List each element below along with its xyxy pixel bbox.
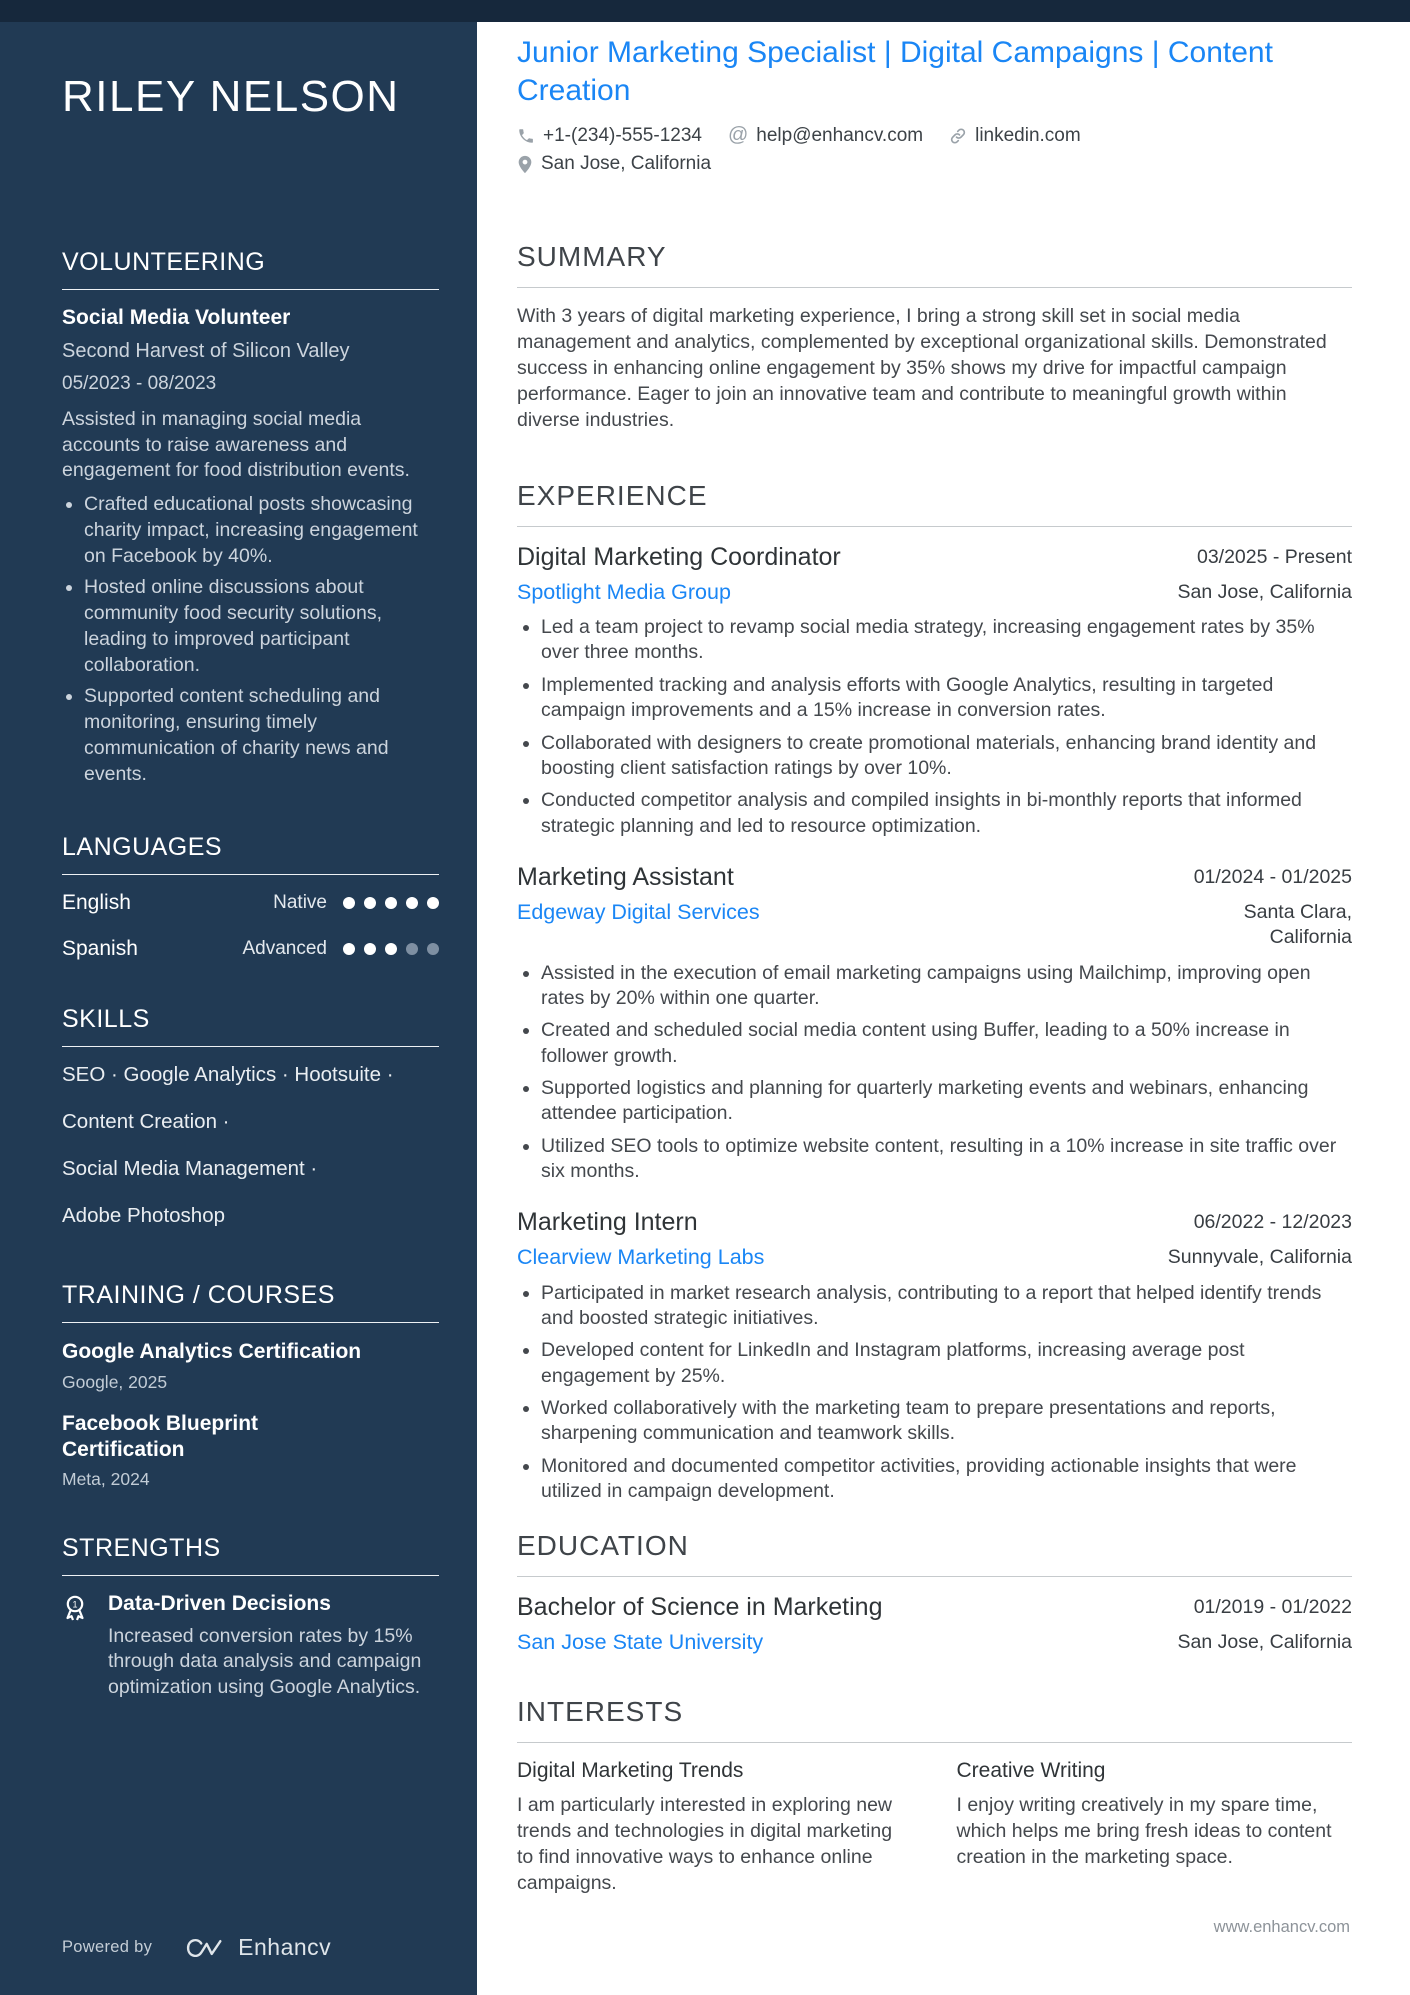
volunteering-header: VOLUNTEERING	[62, 248, 439, 290]
languages-section	[62, 793, 439, 983]
entry-role: Digital Marketing Coordinator	[517, 542, 841, 571]
level-dot	[406, 943, 418, 955]
phone-link[interactable]	[517, 125, 702, 147]
entry-bullet: • Utilized SEO tools to optimize website content, resulting in a 10% increase in site traffic over six months.	[541, 1134, 1352, 1185]
summary-header: SUMMARY	[517, 241, 1352, 288]
strength-item	[62, 1592, 439, 1700]
entry-bullet: • Developed content for LinkedIn and Instagram platforms, increasing average post engagement by 25%.	[541, 1338, 1352, 1389]
language-level: Advanced	[242, 938, 327, 960]
training-meta: Meta, 2024	[62, 1469, 150, 1490]
skills-header: SKILLS	[62, 1005, 439, 1047]
entry-location: Sunnyvale, California	[1167, 1246, 1352, 1269]
level-dot	[385, 943, 397, 955]
entry-bullet: • Implemented tracking and analysis efforts with Google Analytics, resulting in targeted campaign improvements and a 15% increase in conversion rates.	[541, 673, 1352, 724]
sidebar-footer	[62, 1934, 439, 1961]
training-meta: Google, 2025	[62, 1371, 168, 1392]
volunteering-bullet: • Hosted online discussions about community food security solutions, leading to improved participant collaboration.	[84, 575, 439, 678]
volunteering-bullet: • Crafted educational posts showcasing charity impact, increasing engagement on Facebook by 40%.	[84, 492, 439, 569]
at-icon: @	[727, 124, 749, 147]
language-row	[62, 937, 439, 961]
skills-list	[62, 1063, 439, 1228]
volunteering-bullets	[62, 492, 439, 787]
main-content	[477, 0, 1410, 1995]
level-dot	[427, 897, 439, 909]
sidebar	[0, 0, 477, 1995]
contact-row	[517, 124, 1257, 175]
language-name: Spanish	[62, 937, 138, 961]
strengths-section	[62, 1508, 439, 1700]
skills-line: Adobe Photoshop	[62, 1204, 225, 1228]
languages-header: LANGUAGES	[62, 833, 439, 875]
entry-role: Marketing Assistant	[517, 862, 734, 891]
language-level-dots	[343, 897, 439, 909]
skills-line: Content Creation ·	[62, 1110, 230, 1134]
entry-bullets	[517, 961, 1352, 1185]
training-header: TRAINING / COURSES	[62, 1281, 439, 1323]
svg-text:1: 1	[72, 1599, 78, 1610]
entry-bullet: • Monitored and documented competitor activities, providing actionable insights that were utilized in campaign development.	[541, 1454, 1352, 1505]
language-row	[62, 891, 439, 915]
education-entry	[517, 1593, 1352, 1655]
medal-icon	[62, 1592, 108, 1700]
experience-entry	[517, 543, 1352, 839]
strength-title: Data-Driven Decisions	[108, 1592, 331, 1616]
degree-name: Bachelor of Science in Marketing	[517, 1593, 883, 1622]
entry-bullet: • Led a team project to revamp social media strategy, increasing engagement rates by 35% over three months.	[541, 615, 1352, 666]
entry-company: Clearview Marketing Labs	[517, 1245, 765, 1270]
level-dot	[343, 943, 355, 955]
level-dot	[427, 943, 439, 955]
entry-bullet: • Participated in market research analysis, contributing to a report that helped identify trends and boosted strategic initiatives.	[541, 1281, 1352, 1332]
entry-location: Santa Clara, California	[1243, 900, 1352, 949]
training-section	[62, 1251, 439, 1508]
level-dot	[364, 943, 376, 955]
experience-header: EXPERIENCE	[517, 480, 1352, 527]
location-text: San Jose, California	[541, 153, 712, 175]
entry-company: Edgeway Digital Services	[517, 899, 760, 924]
skills-line: Social Media Management ·	[62, 1157, 318, 1181]
volunteering-section	[62, 122, 439, 793]
education-header: EDUCATION	[517, 1530, 1352, 1577]
entry-dates: 03/2025 - Present	[1196, 545, 1352, 568]
skills-line: SEO · Google Analytics · Hootsuite ·	[62, 1063, 394, 1087]
entry-bullet: • Supported logistics and planning for quarterly marketing events and webinars, enhancing attendee participation.	[541, 1076, 1352, 1127]
language-name: English	[62, 891, 131, 915]
email-address: help@enhancv.com	[756, 124, 924, 146]
training-item	[62, 1339, 439, 1392]
interest-item	[517, 1759, 913, 1897]
brand-name: Enhancv	[238, 1934, 332, 1960]
level-dot	[343, 897, 355, 909]
entry-bullets	[517, 1281, 1352, 1505]
interest-name: Digital Marketing Trends	[517, 1758, 744, 1782]
email-link[interactable]	[728, 124, 923, 147]
entry-bullet: • Assisted in the execution of email marketing campaigns using Mailchimp, improving open rates by 20% within one quarter.	[541, 961, 1352, 1012]
entry-dates: 01/2024 - 01/2025	[1193, 865, 1352, 888]
strength-body	[108, 1592, 439, 1700]
education-dates: 01/2019 - 01/2022	[1193, 1596, 1352, 1619]
interest-description: I enjoy writing creatively in my spare time, which helps me bring fresh ideas to content creation in the marketing space.	[956, 1793, 1332, 1868]
experience-entry	[517, 863, 1352, 1184]
job-title: Junior Marketing Specialist | Digital Campaigns | Content Creation	[517, 36, 1273, 108]
training-name: Facebook Blueprint Certification	[62, 1411, 259, 1461]
enhancv-website-link[interactable]: www.enhancv.com	[1213, 1918, 1350, 1936]
location-pin-icon	[517, 155, 533, 174]
linkedin-url: linkedin.com	[975, 124, 1081, 146]
level-dot	[406, 897, 418, 909]
strength-description: Increased conversion rates by 15% through data analysis and campaign optimization using Google Analytics.	[108, 1625, 422, 1698]
volunteering-dates: 05/2023 - 08/2023	[62, 373, 217, 394]
interests-header: INTERESTS	[517, 1696, 1352, 1743]
phone-icon	[517, 127, 535, 145]
interests-columns	[517, 1759, 1352, 1897]
phone-number: +1-(234)-555-1234	[543, 124, 702, 146]
language-level-dots	[343, 943, 439, 955]
entry-role: Marketing Intern	[517, 1208, 698, 1237]
entry-bullet: • Worked collaboratively with the marketing team to prepare presentations and reports, sharpening communication and teamwork skills.	[541, 1396, 1352, 1447]
entry-bullet: • Created and scheduled social media content using Buffer, leading to a 50% increase in follower growth.	[541, 1018, 1352, 1069]
volunteering-description: Assisted in managing social media accounts to raise awareness and engagement for food distribution events.	[62, 408, 410, 482]
summary-text: With 3 years of digital marketing experience, I bring a strong skill set in social media management and analytics, complemented by exceptional organizational skills. Demonstrated success in enhancing online engagement by 35% shows my drive for impactful campaign performance. Eager to join an innovative team and contribute to meaningful growth within diverse industries.	[517, 305, 1327, 431]
entry-bullets	[517, 615, 1352, 839]
person-name: RILEY NELSON	[62, 72, 400, 121]
entry-bullet: • Conducted competitor analysis and compiled insights in bi-monthly reports that informed strategic planning and led to resource optimization.	[541, 788, 1352, 839]
entry-bullet: • Collaborated with designers to create promotional materials, enhancing brand identity and boosting client satisfaction ratings by over 10%.	[541, 731, 1352, 782]
link-icon	[949, 127, 967, 145]
linkedin-link[interactable]	[949, 125, 1081, 147]
experience-entry	[517, 1208, 1352, 1504]
language-level: Native	[273, 892, 327, 914]
enhancv-logo-icon	[184, 1935, 224, 1961]
entry-company: Spotlight Media Group	[517, 579, 731, 604]
skills-section	[62, 983, 439, 1251]
training-name: Google Analytics Certification	[62, 1340, 362, 1364]
entry-location: San Jose, California	[1177, 580, 1352, 603]
top-accent-strip	[0, 0, 1410, 22]
volunteering-org: Second Harvest of Silicon Valley	[62, 340, 350, 362]
education-location: San Jose, California	[1177, 1631, 1352, 1654]
entry-dates: 06/2022 - 12/2023	[1193, 1211, 1352, 1234]
level-dot	[364, 897, 376, 909]
training-item	[62, 1411, 439, 1491]
school-name: San Jose State University	[517, 1630, 764, 1655]
interest-description: I am particularly interested in exploring new trends and technologies in digital marketing to find innovative ways to enhance online campaigns.	[517, 1793, 893, 1894]
volunteering-bullet: • Supported content scheduling and monitoring, ensuring timely communication of charity news and events.	[84, 684, 439, 787]
powered-by-label: Powered by	[62, 1938, 153, 1956]
location-item	[517, 153, 1257, 175]
level-dot	[385, 897, 397, 909]
interest-item	[957, 1759, 1353, 1897]
volunteering-role: Social Media Volunteer	[62, 306, 291, 329]
interest-name: Creative Writing	[956, 1758, 1106, 1782]
strengths-header: STRENGTHS	[62, 1534, 439, 1576]
